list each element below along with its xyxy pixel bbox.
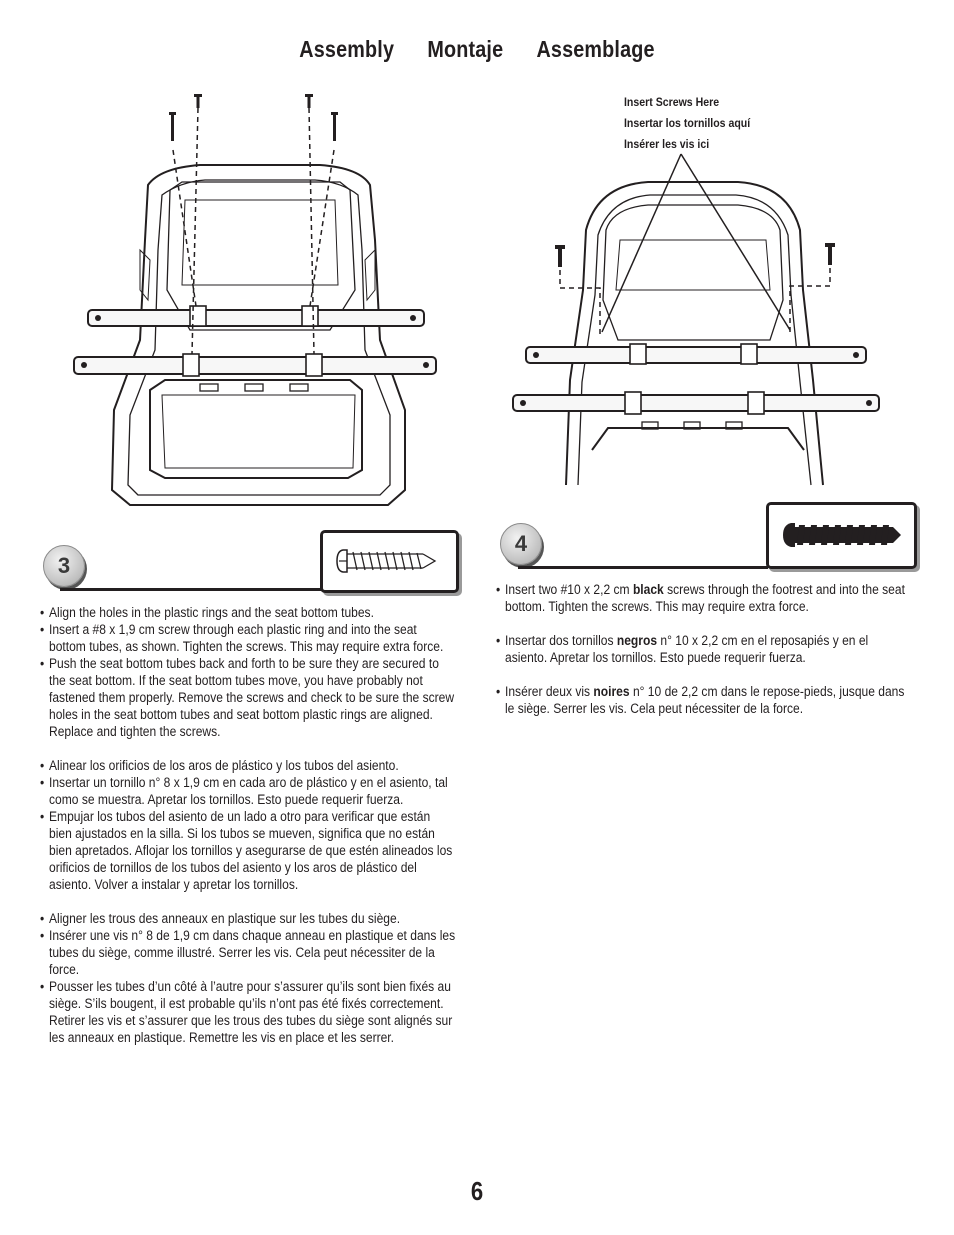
callout-english: Insert Screws Here — [624, 95, 720, 109]
callout-french: Insérer les vis ici — [624, 137, 710, 151]
step3-illustration — [70, 90, 450, 510]
step-3-divider — [60, 588, 322, 591]
step-4-divider — [518, 566, 768, 569]
list-item: • Align the holes in the plastic rings and the seat bottom tubes. — [40, 604, 456, 621]
page-title — [67, 36, 887, 63]
list-item: • Insertar un tornillo n° 8 x 1,9 cm en cada aro de plástico y en el asiento, tal como se muestra. Apretar los tornillos. Esto puede requerir fuerza. — [40, 774, 456, 808]
screw-location-callout — [624, 92, 750, 155]
step-4-english: • Insert two #10 x 2,2 cm black screws through the footrest and into the seat bottom. Tighten the screws. This may require extra force. — [496, 581, 908, 615]
list-item: • Alinear los orificios de los aros de plástico y los tubos del asiento. — [40, 757, 456, 774]
page-number: 6 — [470, 1176, 484, 1206]
step-3-french — [40, 910, 456, 1046]
step-4-instructions — [496, 581, 908, 717]
list-item: • Aligner les trous des anneaux en plastique sur les tubes du siège. — [40, 910, 456, 927]
black-screw-icon — [769, 505, 914, 566]
list-item: • Insérer une vis n° 8 de 1,9 cm dans chaque anneau en plastique et dans les tubes du siège, comme illustré. Serrer les vis. Cela peut nécessiter de la force. — [40, 927, 456, 978]
step-4-badge: 4 — [500, 523, 542, 565]
step-4-screw-callout — [766, 502, 917, 569]
step-3-badge: 3 — [43, 545, 85, 587]
step-3-spanish — [40, 757, 456, 893]
step-3-instructions — [40, 604, 456, 1046]
small-screw-icon — [323, 533, 456, 590]
list-item: • Pousser les tubes d’un côté à l’autre pour s’assurer qu’ils sont bien fixés au siège. S’ils bougent, il est probable qu’ils n’ont pas été fixés correctement. Retirer les vis et s’assurer que les trous des tubes du siège sont alignés sur les anneaux en plastique. Remettre les vis en place et les serrer. — [40, 978, 456, 1046]
step4-illustration — [508, 150, 888, 490]
step-3-english — [40, 604, 456, 740]
title-spanish: Montaje — [427, 36, 504, 62]
step-3-screw-callout — [320, 530, 459, 593]
step-4-french: • Insérer deux vis noires n° 10 de 2,2 cm dans le repose-pieds, jusque dans le siège. Serrer les vis. Cela peut nécessiter de la force. — [496, 683, 908, 717]
list-item: • Empujar los tubos del asiento de un lado a otro para verificar que están bien ajustados en la silla. Si los tubos se mueven, significa que no están bien apretados. Aflojar los tornillos y asegurarse de que estén alineados los orificios de tornillos de los tubos del asiento y los aros de plástico del asiento. Volver a instalar y apretar los tornillos. — [40, 808, 456, 893]
list-item: • Push the seat bottom tubes back and forth to be sure they are secured to the seat bottom. If the seat bottom tubes move, you have probably not fastened them properly. Remove the screws and check to be sure the screw holes in the seat bottom tubes and seat bottom plastic rings are aligned. Replace and tighten the screws. — [40, 655, 456, 740]
step-4-spanish: • Insertar dos tornillos negros n° 10 x 2,2 cm en el reposapiés y en el asiento. Apretar los tornillos. Esto puede requerir fuerza. — [496, 632, 908, 666]
list-item: • Insert a #8 x 1,9 cm screw through each plastic ring and into the seat bottom tubes, as shown. Tighten the screws. This may require extra force. — [40, 621, 456, 655]
callout-spanish: Insertar los tornillos aquí — [624, 116, 751, 130]
title-english: Assembly — [299, 36, 395, 62]
title-french: Assemblage — [536, 36, 655, 62]
